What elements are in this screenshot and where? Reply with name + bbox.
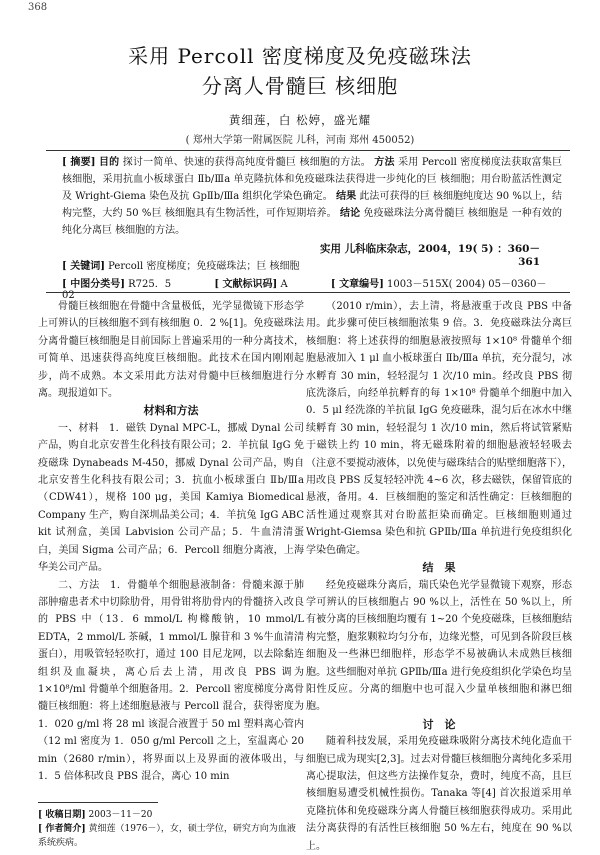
objective-text: 探讨一简单、快速的获得高纯度骨髓巨 核细胞的方法。 <box>122 157 371 168</box>
received-date: 2003－11－20 <box>88 810 153 820</box>
doc-code-label: [ 文献标识码] <box>214 279 278 290</box>
authors: 黄细莲，白 松婷，盛光耀 <box>228 113 372 127</box>
method-text: 采用 Percoll 密度梯度法获取富集巨 核细胞，采用抗血小板球蛋白 Ⅱb/Ⅲa 单克隆抗体和免疫磁珠法获得进一步纯化的巨 核细胞；用台盼蓝活性测定及 Wright-Giema 染色及抗 GpⅡb/Ⅲa 组织化学染色确定。 <box>62 157 563 202</box>
author-bio-label: [ 作者简介] <box>38 824 86 834</box>
objective-label: 目的 <box>98 157 120 168</box>
results-paragraph: 经免疫磁珠分离后，瑞氏染色光学显微镜下观察，形态学可辨认的巨核细胞占 90 %以上，活性在 50 %以上，所有被分离的巨核细胞均覆有 1~20 个免疫磁珠，巨核细胞结构完整，胞浆颗粒均匀分布，边缘光整，可见到各阶段巨核细胞及一些淋巴细胞样，形态学不易被确认未成熟巨核细胞。这些细胞对单抗 GPⅡb/Ⅲa 进行免疫组织化学染色均呈阳性反应。分离的细胞中也可混入少量单核细胞和淋巴细胞。 <box>306 579 572 713</box>
abstract <box>62 154 562 239</box>
article-title-line2: 分离人骨髓巨 核细胞 <box>201 74 399 98</box>
header-bottom-rule <box>46 292 570 293</box>
author-bio: 黄细莲（1976－），女，硕士学位，研究方向为血液系统疾病。 <box>38 824 296 848</box>
keywords-label: [ 关键词] <box>62 261 105 272</box>
discussion-heading: 讨 论 <box>422 717 456 731</box>
keywords <box>62 257 562 272</box>
method-label: 方法 <box>374 157 395 168</box>
abstract-label: [ 摘要] <box>62 157 96 168</box>
discussion-paragraph: 随着科技发展，采用免疫磁珠吸附分离技术纯化造血干细胞已成为现实[2,3]。过去对骨髓巨核细胞分离纯化多采用离心提取法，但这些方法操作复杂，费时，纯度不高，且巨核细胞易遭受机械性损伤。Tanaka 等[4] 首次报道采用单克隆抗体和免疫磁珠分离人骨髓巨核细胞获得成功。采用此法分离获得的有活性巨核细胞 50 %左右，纯度在 90 %以上。 <box>306 736 572 852</box>
doc-code-value: A <box>280 279 288 290</box>
journal-citation: 实用 儿科临床杂志，2004，19( 5) ：360－361 <box>320 243 540 268</box>
article-no-value: 1003－515X( 2004) 05－0360－02 <box>62 279 547 301</box>
materials-methods-heading: 材料和方法 <box>143 404 199 418</box>
affiliation: ( 郑州大学第一附属医院 儿科，河南 郑州 450052) <box>185 135 415 146</box>
intro-paragraph: 骨髓巨核细胞在骨髓中含量极低，光学显微镜下形态学上可辨认的巨核细胞不到有核细胞 0．2 %[1]。免疫磁珠法分离骨髓巨核细胞是目前国际上普遍采用的一种分离技术，可简单、迅速获得高纯度巨核细胞。此技术在国内刚刚起步，尚不成熟。本文采用此方法对骨髓中巨核细胞进行分离。现报道如下。 <box>38 301 304 400</box>
footnote-rule <box>38 802 158 803</box>
clc-value: R725．5 <box>128 279 172 290</box>
right-column <box>306 298 572 855</box>
results-heading: 结 果 <box>422 561 456 575</box>
page-number: 368 <box>28 2 48 13</box>
conclusion-text: 免疫磁珠法分离骨髓巨 核细胞是 一种有效的纯化分离巨 核细胞的方法。 <box>62 208 563 236</box>
article-title-line1: 采用 Percoll 密度梯度及免疫磁珠法 <box>128 44 472 68</box>
clc-label: [ 中图分类号] <box>62 279 125 290</box>
abstract-top-rule <box>46 150 570 151</box>
footnote <box>38 808 304 850</box>
result-label: 结果 <box>336 191 357 202</box>
materials-paragraph: 一、材料 1．磁铁 Dynal MPC-L，挪威 Dynal 公司产品，购自北京安普生化科技有限公司；2．羊抗鼠 IgG 免疫磁珠 Dynabeads M-450，挪威 Dynal 公司产品，购自北京安普生化科技有限公司；3．抗血小板球蛋白 Ⅱb/Ⅲa（CDW41），规格 100 μg，美国 Kamiya Biomedical Company 生产，购自深圳晶美公司；4．羊抗兔 IgG ABC kit 试剂盒，美国 Labvision 公司产品；5．牛血清清蛋白，美国 Sigma 公司产品；6．Percoll 细胞分离液，上海华美公司产品。 <box>38 422 304 574</box>
received-label: [ 收稿日期] <box>38 810 86 820</box>
left-column <box>38 298 304 785</box>
keywords-text: Percoll 密度梯度；免疫磁珠法；巨 核细胞 <box>108 261 300 272</box>
article-no-label: [ 文章编号] <box>330 279 384 290</box>
conclusion-label: 结论 <box>340 208 361 219</box>
methods-paragraph: 二、方法 1．骨髓单个细胞悬液制备：骨髓来源于肺部肿瘤患者术中切除肋骨，用骨钳将肋骨内的骨髓挤入改良的 PBS 中（13．6 mmol/L 枸橼酸钠，10 mmol/L EDTA，2 mmol/L 茶碱，1 mmol/L 腺苷和 3 %牛血清清蛋白），用吸管轻轻吹打，通过 100 目尼龙网，以去除黏连组织及血凝块，离心后去上清，用改良 PBS 调为 1×10⁸/ml 骨髓单个细胞备用。2．Percoll 密度梯度分离骨髓巨核细胞：将上述细胞悬液与 Percoll 混合，获得密度为 1．020 g/ml 将 28 ml 该混合液置于 50 ml 塑料离心管内（12 ml 密度为 1．050 g/ml Percoll 之上，室温离心 20 min（2680 r/min），将界面以上及界面的液体吸出，与 1．5 倍体积改良 PBS 混合，离心 10 min <box>38 579 304 782</box>
result-text: 此法可获得的巨 核细胞纯度达 90 %以上，结构完整，大约 50 %巨 核细胞具有生物活性，可作短期培养。 <box>62 191 563 219</box>
methods-continued-paragraph: （2010 r/min），去上清，将悬液重于改良 PBS 中备用。此步骤可使巨核细胞浓集 9 倍。3．免疫磁珠法分离巨核细胞：将上述获得的细胞悬液按照每 1×10⁸ 骨髓单个细胞悬液加入 1 μl 血小板球蛋白 Ⅱb/Ⅲa 单抗，充分混匀，冰水孵育 30 min，轻轻混匀 1 次/10 min。经改良 PBS 彻底洗涤后，向经单抗孵育的每 1×10⁸ 骨髓单个细胞中加入 0．5 μl 经洗涤的羊抗鼠 IgG 免疫磁珠，混匀后在冰水中继续孵育 30 min，轻轻混匀 1 次/10 min，然后将试管紧贴于磁铁上约 10 min，将无磁珠附着的细胞悬液轻轻吸去（注意不要搅动液体，以免使与磁珠结合的贴壁细胞落下），用改良 PBS 反复轻轻冲洗 4~6 次，移去磁铁，保留管底的悬液，备用。4．巨核细胞的鉴定和活性确定：巨核细胞的活性通过观察其对台盼蓝拒染而确定。巨核细胞则通过 Wright-Giemsa 染色和抗 GPⅡb/Ⅲa 单抗进行免疫组织化学染色确定。 <box>306 301 572 556</box>
